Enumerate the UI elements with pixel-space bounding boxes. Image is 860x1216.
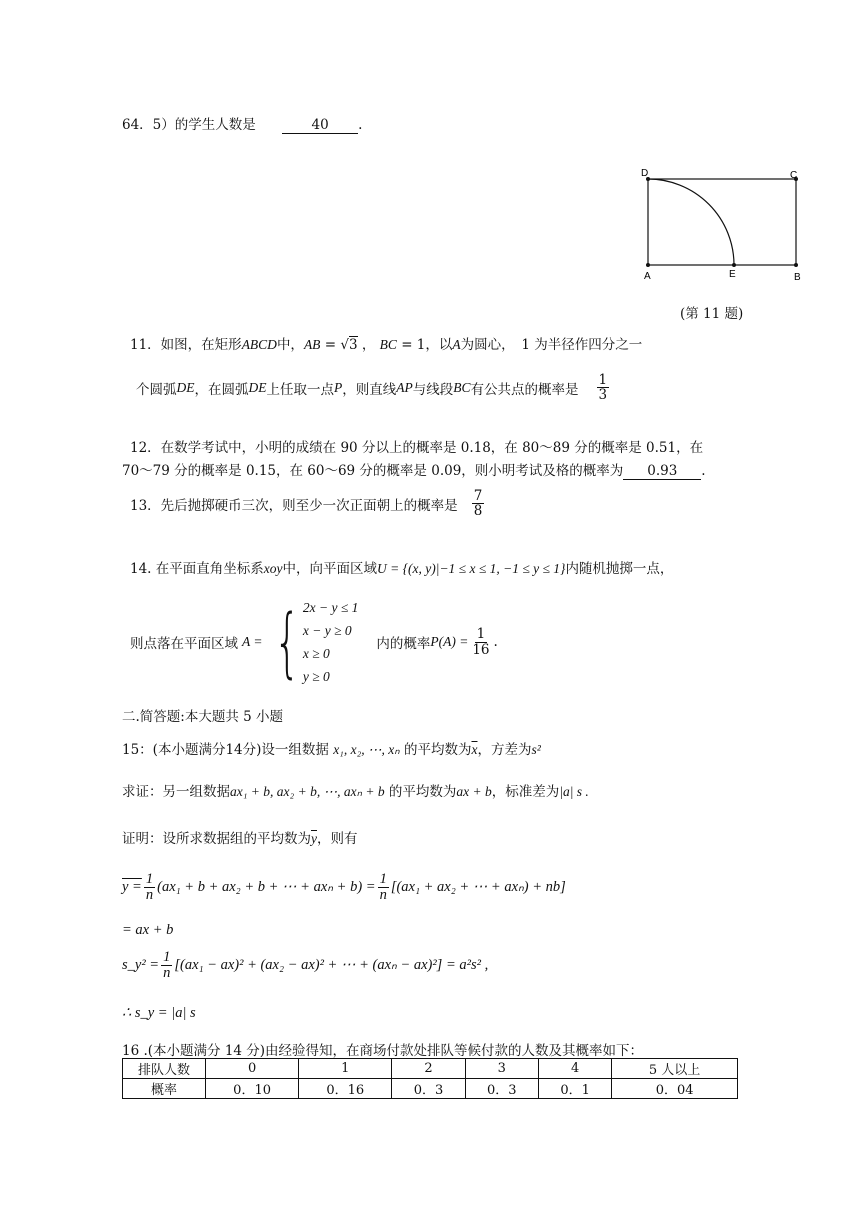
section-heading: 二.简答题:本大题共 5 小题 [122, 709, 284, 725]
table-header-row: 排队人数 0 1 2 3 4 5 人以上 [123, 1059, 738, 1079]
table-row: 概率 0．10 0．16 0．3 0．3 0．1 0．04 [123, 1079, 738, 1099]
label-a: A [644, 271, 651, 282]
queue-probability-table [122, 1058, 738, 1099]
q14-line2: 则点落在平面区域 A = { 2x − y ≤ 1 x − y ≥ 0 x ≥ 0 y ≥ 0 内的概率 P(A) = $\frac{1}{16}$ . [130, 597, 498, 686]
q13-line: 13．先后抛掷硬币三次，则至少一次正面朝上的概率是 $\frac{7}{8}$ [130, 488, 483, 520]
label-c: C [790, 170, 798, 181]
rectangle-arc-figure [636, 164, 808, 286]
label-b: B [794, 272, 801, 283]
q10-answer: 40 [282, 117, 358, 134]
figure-caption: (第 11 题) [680, 306, 744, 322]
q13-answer-fraction: $\frac{7}{8}$ [473, 488, 483, 520]
q15-equation1: y = $\frac{1}{n}$ (ax₁ + b + ax₂ + b + ⋯ + axₙ + b) = $\frac{1}{n}$ [(ax₁ + ax₂ + ⋯ + axₙ) + nb] [122, 871, 566, 904]
q15-equation2: = ax + b [122, 922, 174, 938]
q11-line2: 个圆弧 DE ，在圆弧 DE 上任取一点 P ，则直线 AP 与线段 BC 有公共点的概率是 $\frac{1}{3}$ [136, 372, 608, 404]
q12-line2: 70～79 分的概率是 0.15，在 60～69 分的概率是 0.09，则小明考试及格的概率为 0.93 . [122, 463, 706, 479]
q15-equation4: ∴ s_y = |a| s [122, 1005, 196, 1021]
q12-line1: 12．在数学考试中，小明的成绩在 90 分以上的概率是 0.18，在 80～89 分的概率是 0.51，在 [130, 440, 704, 456]
q14-line1: 14. 在平面直角坐标系xoy中，向平面区域U = {(x, y)|−1 ≤ x ≤ 1, −1 ≤ y ≤ 1}内随机抛掷一点， [130, 561, 674, 577]
q14-answer-fraction: $\frac{1}{16}$ [472, 626, 490, 658]
q11-line1: 11．如图，在矩形ABCD中，AB = √3 ， BC = 1，以A为圆心， 1 为半径作四分之一 [130, 337, 643, 353]
q10-line: 64．5）的学生人数是 40 . [122, 117, 363, 133]
q16-line: 16 .(本小题满分 14 分)由经验得知，在商场付款处排队等候付款的人数及其概率如下： [122, 1043, 644, 1059]
q15-equation3: s_y² = $\frac{1}{n}$ [(ax₁ − ax)² + (ax₂ − ax)² + ⋯ + (axₙ − ax)²] = a²s² , [122, 949, 489, 982]
label-e: E [729, 269, 736, 280]
label-d: D [641, 168, 649, 179]
q12-answer: 0.93 [623, 463, 701, 480]
q11-answer-fraction: $\frac{1}{3}$ [598, 372, 608, 404]
q15-line1: 15：(本小题满分14分)设一组数据 x₁, x₂, ⋯, xₙ 的平均数为$\overline{x}$，方差为s² [122, 742, 541, 758]
q15-line3: 证明：设所求数据组的平均数为$\overline{y}$，则有 [122, 831, 358, 847]
q15-line2: 求证：另一组数据ax₁ + b, ax₂ + b, ⋯, axₙ + b 的平均数为ax + b，标准差为|a| s . [122, 784, 589, 800]
q14-conditions: 2x − y ≤ 1 x − y ≥ 0 x ≥ 0 y ≥ 0 [302, 600, 359, 684]
